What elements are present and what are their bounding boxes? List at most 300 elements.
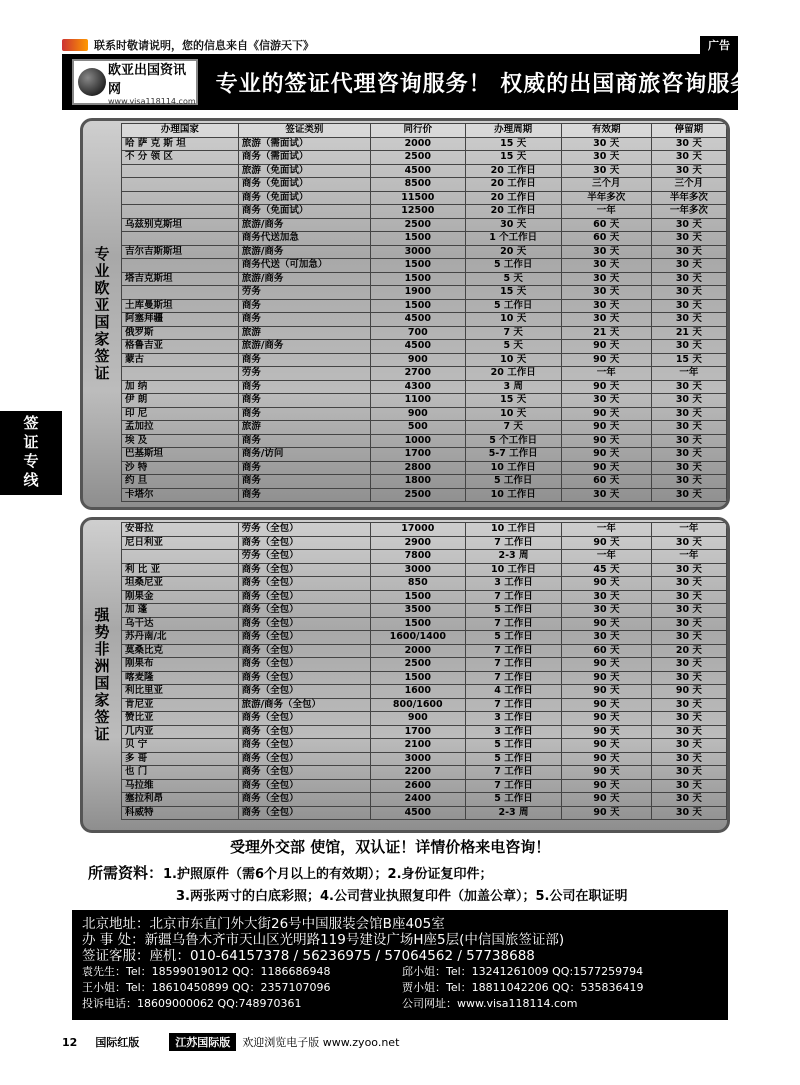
table-cell: 商务 [238, 299, 370, 313]
table-cell: 30 天 [561, 488, 651, 502]
table-cell: 30 天 [651, 245, 726, 259]
table-cell: 尼日利亚 [122, 536, 239, 550]
col-type: 签证类别 [238, 124, 370, 138]
table-cell: 30 天 [651, 137, 726, 151]
table-row [122, 461, 727, 475]
table-cell: 90 天 [561, 421, 651, 435]
table-cell: 商务（全包） [238, 779, 370, 793]
table-cell: 30 天 [651, 752, 726, 766]
table-cell: 30 天 [651, 793, 726, 807]
table-cell: 700 [370, 326, 465, 340]
table-cell: 喀麦隆 [122, 671, 239, 685]
table-cell: 8500 [370, 178, 465, 192]
table-cell: 30 天 [561, 286, 651, 300]
table-cell: 商务（全包） [238, 536, 370, 550]
table-cell: 1700 [370, 725, 465, 739]
table-cell: 利 比 亚 [122, 563, 239, 577]
table-cell: 旅游（需面试） [238, 137, 370, 151]
table-cell: 商务（全包） [238, 671, 370, 685]
table-cell: 劳务（全包） [238, 550, 370, 564]
table-cell: 坦桑尼亚 [122, 577, 239, 591]
brand-name: 欧亚出国资讯网 [108, 62, 187, 97]
table-cell: 7800 [370, 550, 465, 564]
table-cell: 11500 [370, 191, 465, 205]
table-cell: 10 天 [465, 353, 561, 367]
table-cell: 5 工作日 [465, 259, 561, 273]
table-cell: 5 工作日 [465, 604, 561, 618]
table-cell: 30 天 [651, 475, 726, 489]
table-cell: 乌干达 [122, 617, 239, 631]
col-price: 同行价 [370, 124, 465, 138]
table-cell: 埃 及 [122, 434, 239, 448]
table-row [122, 353, 727, 367]
table-cell: 商务（全包） [238, 793, 370, 807]
table-cell: 赞比亚 [122, 712, 239, 726]
table-cell: 30 天 [465, 218, 561, 232]
table-cell: 900 [370, 353, 465, 367]
table-cell: 旅游/商务 [238, 218, 370, 232]
table-cell: 900 [370, 407, 465, 421]
table-cell: 30 天 [651, 536, 726, 550]
contact-box [72, 910, 728, 1020]
table-cell: 90 天 [562, 658, 652, 672]
table-cell: 7 工作日 [465, 671, 561, 685]
table-cell: 4500 [370, 806, 465, 820]
table-cell: 20 工作日 [465, 367, 561, 381]
table-cell: 30 天 [562, 631, 652, 645]
table-cell: 30 天 [651, 286, 726, 300]
table-cell: 商务（免面试） [238, 191, 370, 205]
table-row [122, 340, 727, 354]
table-cell: 17000 [370, 523, 465, 537]
table-cell: 7 天 [465, 421, 561, 435]
table-cell: 30 天 [651, 739, 726, 753]
table-cell: 阿塞拜疆 [122, 313, 239, 327]
table-cell: 三个月 [651, 178, 726, 192]
table-row [122, 617, 727, 631]
table-cell [122, 164, 239, 178]
table-cell: 3 工作日 [465, 577, 561, 591]
table-cell: 4500 [370, 164, 465, 178]
table-cell: 劳务 [238, 286, 370, 300]
page-number: 12 [62, 1035, 78, 1049]
table-cell: 90 天 [562, 739, 652, 753]
table-cell: 90 天 [562, 806, 652, 820]
table-cell: 30 天 [651, 164, 726, 178]
table-row [122, 218, 727, 232]
table-cell [122, 259, 239, 273]
table-cell: 30 天 [561, 164, 651, 178]
table-cell: 1500 [370, 232, 465, 246]
table-cell: 90 天 [562, 752, 652, 766]
table-cell: 30 天 [651, 488, 726, 502]
table-cell: 5 工作日 [465, 793, 561, 807]
table-cell: 30 天 [651, 340, 726, 354]
table-cell: 20 天 [465, 245, 561, 259]
table-cell: 也 门 [122, 766, 239, 780]
table-cell: 30 天 [561, 245, 651, 259]
table-cell: 10 天 [465, 313, 561, 327]
table-row [122, 752, 727, 766]
col-stay: 停留期 [651, 124, 726, 138]
table-cell: 30 天 [651, 218, 726, 232]
table-cell: 30 天 [651, 712, 726, 726]
table-cell: 90 天 [562, 671, 652, 685]
table-cell: 2000 [370, 137, 465, 151]
table-cell: 3 工作日 [465, 725, 561, 739]
table-cell: 30 天 [651, 779, 726, 793]
table-cell: 4 工作日 [465, 685, 561, 699]
col-validity: 有效期 [561, 124, 651, 138]
table-cell: 商务 [238, 407, 370, 421]
section-label: 强势非洲国家签证 [92, 607, 111, 743]
table-cell: 塔吉克斯坦 [122, 272, 239, 286]
table-cell: 半年多次 [651, 191, 726, 205]
table-cell: 30 天 [651, 272, 726, 286]
table-cell: 刚果金 [122, 590, 239, 604]
table-row [122, 806, 727, 820]
table-cell: 商务 [238, 313, 370, 327]
table-cell: 5 个工作日 [465, 434, 561, 448]
globe-icon [78, 68, 106, 96]
table-cell: 商务（全包） [238, 644, 370, 658]
table-row [122, 434, 727, 448]
table-cell: 伊 朗 [122, 394, 239, 408]
table-cell: 20 工作日 [465, 178, 561, 192]
table-row [122, 232, 727, 246]
table-cell: 商务 [238, 475, 370, 489]
table-row [122, 712, 727, 726]
table-cell: 90 天 [561, 461, 651, 475]
table-row [122, 644, 727, 658]
table-cell [122, 178, 239, 192]
table-cell: 30 天 [651, 766, 726, 780]
table-cell: 孟加拉 [122, 421, 239, 435]
table-cell: 旅游/商务 [238, 340, 370, 354]
header-banner [62, 54, 754, 110]
table-cell: 20 天 [651, 644, 726, 658]
table-cell: 1500 [370, 617, 465, 631]
table-row [122, 313, 727, 327]
brand-logo[interactable] [72, 59, 198, 105]
table-cell: 15 天 [465, 394, 561, 408]
table-cell: 30 天 [561, 299, 651, 313]
service-phone: 签证客服：座机：010-64157378 / 56236975 / 57064562 / 57738688 [82, 948, 535, 964]
table-cell: 900 [370, 712, 465, 726]
table-cell: 商务（全包） [238, 631, 370, 645]
table-cell: 一年 [562, 550, 652, 564]
table-cell: 60 天 [561, 475, 651, 489]
table-cell: 商务（全包） [238, 739, 370, 753]
slogan: 专业的签证代理咨询服务！ 权威的出国商旅咨询服务 [215, 71, 754, 97]
table-cell: 30 天 [651, 631, 726, 645]
footer [62, 1033, 738, 1051]
table-cell: 15 天 [465, 286, 561, 300]
table-cell: 肯尼亚 [122, 698, 239, 712]
table-cell: 30 天 [651, 658, 726, 672]
table-row [122, 367, 727, 381]
table-row [122, 380, 727, 394]
contact-person-row: 王小姐：Tel：18610450899 QQ：2357107096 贾小姐：Tel：18811042206 QQ：535836419 [82, 981, 644, 994]
table-row [122, 563, 727, 577]
table-cell: 1500 [370, 259, 465, 273]
table-cell: 一年 [651, 367, 726, 381]
table-cell: 印 尼 [122, 407, 239, 421]
table-cell: 约 旦 [122, 475, 239, 489]
table-cell: 30 天 [562, 604, 652, 618]
table-cell: 旅游/商务（全包） [238, 698, 370, 712]
table-cell: 商务（全包） [238, 712, 370, 726]
table-cell: 90 天 [651, 685, 726, 699]
accept-line: 受理外交部 使馆，双认证！详情价格来电咨询！ [230, 838, 551, 856]
table-cell: 刚果布 [122, 658, 239, 672]
section-label: 专业欧亚国家签证 [92, 246, 111, 382]
table-cell: 1800 [370, 475, 465, 489]
table-row [122, 550, 727, 564]
table-row [122, 178, 727, 192]
table-cell: 巴基斯坦 [122, 448, 239, 462]
table-cell: 90 天 [562, 712, 652, 726]
eurasia-visa-panel [80, 118, 730, 510]
table-cell: 90 天 [562, 779, 652, 793]
table-cell: 5 工作日 [465, 752, 561, 766]
table-cell [122, 286, 239, 300]
table-cell: 商务（需面试） [238, 151, 370, 165]
table-cell: 旅游 [238, 421, 370, 435]
table-cell: 5 工作日 [465, 299, 561, 313]
table-cell: 30 天 [561, 151, 651, 165]
table-cell: 30 天 [651, 448, 726, 462]
table-cell: 苏丹南/北 [122, 631, 239, 645]
table-row [122, 488, 727, 502]
table-cell: 15 天 [465, 137, 561, 151]
table-cell: 商务（全包） [238, 617, 370, 631]
table-cell: 2800 [370, 461, 465, 475]
table-cell: 7 工作日 [465, 658, 561, 672]
table-cell [122, 232, 239, 246]
table-cell: 60 天 [562, 644, 652, 658]
table-cell [122, 191, 239, 205]
table-cell: 商务（全包） [238, 685, 370, 699]
table-cell: 1500 [370, 590, 465, 604]
table-cell: 1700 [370, 448, 465, 462]
table-cell: 21 天 [651, 326, 726, 340]
table-cell: 30 天 [561, 313, 651, 327]
table-cell: 60 天 [561, 232, 651, 246]
table-cell: 多 哥 [122, 752, 239, 766]
table-cell: 1500 [370, 671, 465, 685]
table-cell: 半年多次 [561, 191, 651, 205]
table-cell: 3000 [370, 752, 465, 766]
table-cell: 卡塔尔 [122, 488, 239, 502]
table-cell: 一年 [651, 523, 726, 537]
table-cell: 5-7 工作日 [465, 448, 561, 462]
table-cell: 3500 [370, 604, 465, 618]
contact-person-row: 袁先生：Tel：18599019012 QQ：1186686948 邱小姐：Tel：13241261009 QQ:1577259794 [82, 965, 644, 978]
table-row [122, 658, 727, 672]
table-row [122, 272, 727, 286]
table-cell: 7 工作日 [465, 779, 561, 793]
table-cell: 90 天 [562, 698, 652, 712]
table-cell: 90 天 [562, 685, 652, 699]
table-row [122, 137, 727, 151]
table-cell: 500 [370, 421, 465, 435]
table-row [122, 725, 727, 739]
table-cell: 商务 [238, 353, 370, 367]
table-cell: 90 天 [561, 434, 651, 448]
table-cell: 2000 [370, 644, 465, 658]
table-cell: 利比里亚 [122, 685, 239, 699]
contact-person-row: 投诉电话：18609000062 QQ:748970361 公司网址：www.visa118114.com [82, 997, 578, 1010]
table-cell: 1100 [370, 394, 465, 408]
table-cell: 贝 宁 [122, 739, 239, 753]
table-cell: 20 工作日 [465, 191, 561, 205]
table-cell: 1 个工作日 [465, 232, 561, 246]
table-cell: 10 工作日 [465, 523, 561, 537]
table-cell: 格鲁吉亚 [122, 340, 239, 354]
table-row [122, 448, 727, 462]
table-cell: 2200 [370, 766, 465, 780]
table-cell: 一年多次 [651, 205, 726, 219]
table-cell: 800/1600 [370, 698, 465, 712]
table-cell: 10 天 [465, 407, 561, 421]
table-cell: 12500 [370, 205, 465, 219]
table-row [122, 151, 727, 165]
table-cell: 10 工作日 [465, 488, 561, 502]
table-cell: 旅游 [238, 326, 370, 340]
table-row [122, 245, 727, 259]
table-cell: 30 天 [561, 259, 651, 273]
table-row [122, 779, 727, 793]
table-cell: 3 周 [465, 380, 561, 394]
table-cell: 商务/访问 [238, 448, 370, 462]
table-cell: 15 天 [651, 353, 726, 367]
table-cell: 莫桑比克 [122, 644, 239, 658]
table-cell: 不 分 领 区 [122, 151, 239, 165]
table-cell: 2400 [370, 793, 465, 807]
table-cell: 加 蓬 [122, 604, 239, 618]
table-cell: 1600/1400 [370, 631, 465, 645]
table-row [122, 164, 727, 178]
table-row [122, 191, 727, 205]
col-country: 办理国家 [122, 124, 239, 138]
table-row [122, 698, 727, 712]
table-cell: 30 天 [651, 563, 726, 577]
brand-url: www.visa118114.com [108, 96, 196, 106]
table-row [122, 523, 727, 537]
table-cell: 90 天 [562, 766, 652, 780]
table-cell: 吉尔吉斯斯坦 [122, 245, 239, 259]
table-cell: 4300 [370, 380, 465, 394]
table-cell: 21 天 [561, 326, 651, 340]
table-cell: 20 工作日 [465, 205, 561, 219]
table-cell: 商务（全包） [238, 806, 370, 820]
table-cell: 3000 [370, 245, 465, 259]
table-cell: 20 工作日 [465, 164, 561, 178]
table-cell: 一年 [651, 550, 726, 564]
table-cell: 一年 [561, 205, 651, 219]
table-row [122, 394, 727, 408]
table-cell: 1500 [370, 272, 465, 286]
table-cell: 60 天 [561, 218, 651, 232]
table-cell: 3 工作日 [465, 712, 561, 726]
table-cell: 30 天 [561, 272, 651, 286]
table-cell: 商务代送加急 [238, 232, 370, 246]
table-cell: 30 天 [651, 806, 726, 820]
africa-visa-panel [80, 517, 730, 833]
table-cell: 哈 萨 克 斯 坦 [122, 137, 239, 151]
table-cell: 30 天 [651, 380, 726, 394]
table-row [122, 205, 727, 219]
table-cell: 30 天 [651, 313, 726, 327]
table-cell: 旅游（免面试） [238, 164, 370, 178]
table-cell: 劳务（全包） [238, 523, 370, 537]
table-cell: 5 天 [465, 272, 561, 286]
table-cell: 10 工作日 [465, 461, 561, 475]
requirements-line2: 3.两张两寸的白底彩照；4.公司营业执照复印件（加盖公章）；5.公司在职证明 [176, 889, 628, 904]
table-row [122, 326, 727, 340]
table-row [122, 766, 727, 780]
table-cell: 马拉维 [122, 779, 239, 793]
table-row [122, 631, 727, 645]
table-cell: 2100 [370, 739, 465, 753]
table-cell: 30 天 [651, 299, 726, 313]
table-cell: 5 工作日 [465, 475, 561, 489]
table-cell: 商务（全包） [238, 658, 370, 672]
table-cell: 30 天 [651, 590, 726, 604]
table-cell: 4500 [370, 340, 465, 354]
table-cell: 90 天 [562, 617, 652, 631]
footer-ad: 欢迎浏览电子版 www.zyoo.net [242, 1036, 400, 1049]
table-cell: 7 工作日 [465, 590, 561, 604]
table-cell: 2500 [370, 658, 465, 672]
table-cell: 90 天 [562, 577, 652, 591]
table-cell: 加 纳 [122, 380, 239, 394]
table-cell: 90 天 [561, 380, 651, 394]
table-cell: 几内亚 [122, 725, 239, 739]
table-cell: 30 天 [651, 421, 726, 435]
table-cell: 30 天 [651, 232, 726, 246]
table-row [122, 421, 727, 435]
table-cell: 90 天 [562, 725, 652, 739]
table-cell: 商务 [238, 461, 370, 475]
table-row [122, 286, 727, 300]
edition: 国际红版 [95, 1036, 140, 1049]
table-cell: 90 天 [561, 448, 651, 462]
table-cell: 沙 特 [122, 461, 239, 475]
table-row [122, 577, 727, 591]
table-cell: 旅游/商务 [238, 272, 370, 286]
side-tab: 签证专线 [0, 411, 62, 495]
table-cell: 商务 [238, 394, 370, 408]
table-cell: 三个月 [561, 178, 651, 192]
table-row [122, 604, 727, 618]
table-cell: 30 天 [651, 725, 726, 739]
table-cell: 30 天 [651, 461, 726, 475]
table-cell: 30 天 [561, 394, 651, 408]
table-cell: 商务（免面试） [238, 205, 370, 219]
table-row [122, 299, 727, 313]
table-cell: 5 天 [465, 340, 561, 354]
table-cell: 商务（全包） [238, 590, 370, 604]
table-cell: 商务（全包） [238, 752, 370, 766]
table-cell [122, 550, 239, 564]
table-row [122, 685, 727, 699]
table-cell: 2-3 周 [465, 550, 561, 564]
top-bar [62, 36, 738, 53]
table-cell: 7 工作日 [465, 766, 561, 780]
table-cell: 商务（全包） [238, 563, 370, 577]
